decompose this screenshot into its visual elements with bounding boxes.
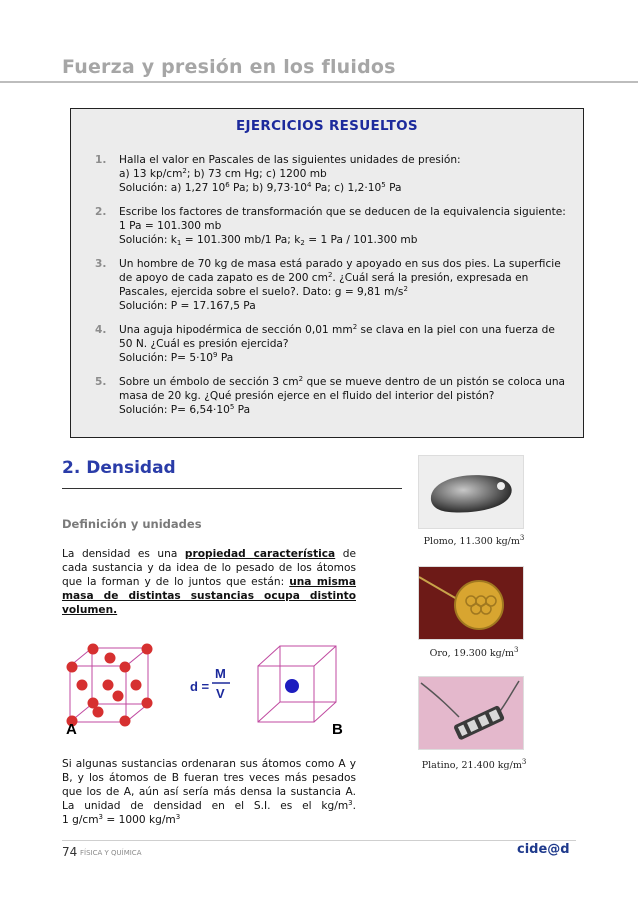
exercise-text: masa de 20 kg. ¿Qué presión ejerce en el fluido del interior del pistón?: [119, 390, 495, 402]
platinum-photo: [418, 676, 524, 750]
subsection-heading: Definición y unidades: [62, 517, 202, 531]
exercise-number: 5.: [95, 376, 107, 388]
formula-lhs: d =: [190, 679, 210, 694]
gold-photo: [418, 566, 524, 640]
exercise-solution: Solución: P = 17.167,5 Pa: [119, 300, 256, 312]
cidead-logo: cide@d: [517, 842, 570, 857]
formula-denominator: V: [216, 686, 225, 701]
atom-b: [285, 679, 299, 693]
lead-caption: Plomo, 11.300 $kg/m^3$: [423, 534, 525, 547]
exercise-text: Sobre un émbolo de sección 3 $cm^2$ que se mueve dentro de un pistón se coloca una: [119, 375, 566, 388]
exercise-text: 1 Pa = 101.300 mb: [119, 220, 222, 232]
exercise-item: [71, 205, 583, 247]
formula-numerator: M: [215, 666, 226, 681]
exercise-text: Un hombre de 70 kg de masa está parado y apoyado en sus dos pies. La superficie: [119, 258, 561, 270]
exercise-text: 50 N. ¿Cuál es presión ejercida?: [119, 338, 289, 350]
exercises-title: EJERCICIOS RESUELTOS: [236, 118, 418, 134]
exercise-item: [71, 257, 583, 313]
exercise-solution: Solución: $P= 5\cdot 10^9$ Pa: [119, 351, 234, 364]
lead-image: [419, 456, 523, 528]
label-b: B: [332, 721, 343, 738]
explanation-paragraph: Si algunas sustancias ordenaran sus átomos como A y B, y los átomos de B fueran tres veces más pesados que los de A, aún así sería más densa la sustancia A. La unidad de densidad en el S.I. es el $kg/m^3$. 1 $g/cm^3 = 1000$ $kg/m^3$: [62, 758, 356, 826]
exercise-number: 1.: [95, 154, 107, 166]
density-diagram: [62, 636, 362, 738]
exercises-list: [71, 153, 583, 427]
exercise-number: 3.: [95, 258, 107, 270]
exercise-item: [71, 375, 583, 417]
section-heading: 2. Densidad: [62, 458, 176, 478]
exercise-item: [71, 153, 583, 195]
exercise-text: de apoyo de cada zapato es de 200 $cm^2$. ¿Cuál será la presión, expresada en: [119, 271, 529, 284]
gold-caption: Oro, 19.300 $kg/m^3$: [429, 646, 519, 659]
gold-image: [419, 567, 523, 639]
exercise-number: 4.: [95, 324, 107, 336]
platinum-caption: Platino, 21.400 $kg/m^3$: [421, 758, 527, 771]
exercise-text: a) 13 $kp/cm^2$; b) 73 cm Hg; c) 1200 mb: [119, 167, 327, 180]
exercise-text: Pascales, ejercida sobre el suelo?. Dato: g = 9,81 $m/s^2$: [119, 285, 408, 298]
page-number: 74: [62, 845, 78, 859]
platinum-image: [419, 677, 523, 749]
section-divider: [62, 488, 402, 489]
exercise-solution: Solución: a) 1,27 $10^6$ Pa; b) $9,73\cdot 10^4$ Pa; c) $1,2\cdot 10^5$ Pa: [119, 181, 402, 194]
exercises-box: [70, 108, 584, 438]
exercise-item: [71, 323, 583, 365]
exercise-text: Una aguja hipodérmica de sección 0,01 $mm^2$ se clava en la piel con una fuerza de: [119, 323, 555, 336]
footer-subject: FÍSICA Y QUÍMICA: [80, 849, 142, 857]
exercise-solution: Solución: $k_1 = 101.300$ mb/1 Pa; $k_2 = 1$ Pa / 101.300 mb: [119, 234, 418, 247]
definition-paragraph: La densidad es una propiedad característica de cada sustancia y da idea de lo pesado de los átomos que la forman y de lo juntos que están: una misma masa de distintas sustancias ocupa distinto volumen.: [62, 548, 356, 616]
page-title: Fuerza y presión en los fluidos: [62, 56, 396, 78]
exercise-text: Escribe los factores de transformación que se deducen de la equivalencia siguiente:: [119, 206, 566, 218]
label-a: A: [66, 721, 77, 738]
footer-divider: [62, 840, 576, 841]
lead-photo: [418, 455, 524, 529]
exercise-text: Halla el valor en Pascales de las siguientes unidades de presión:: [119, 154, 461, 166]
exercise-number: 2.: [95, 206, 107, 218]
title-divider: [0, 81, 638, 83]
exercise-solution: Solución: $P= 6,54\cdot 10^5$ Pa: [119, 403, 251, 416]
